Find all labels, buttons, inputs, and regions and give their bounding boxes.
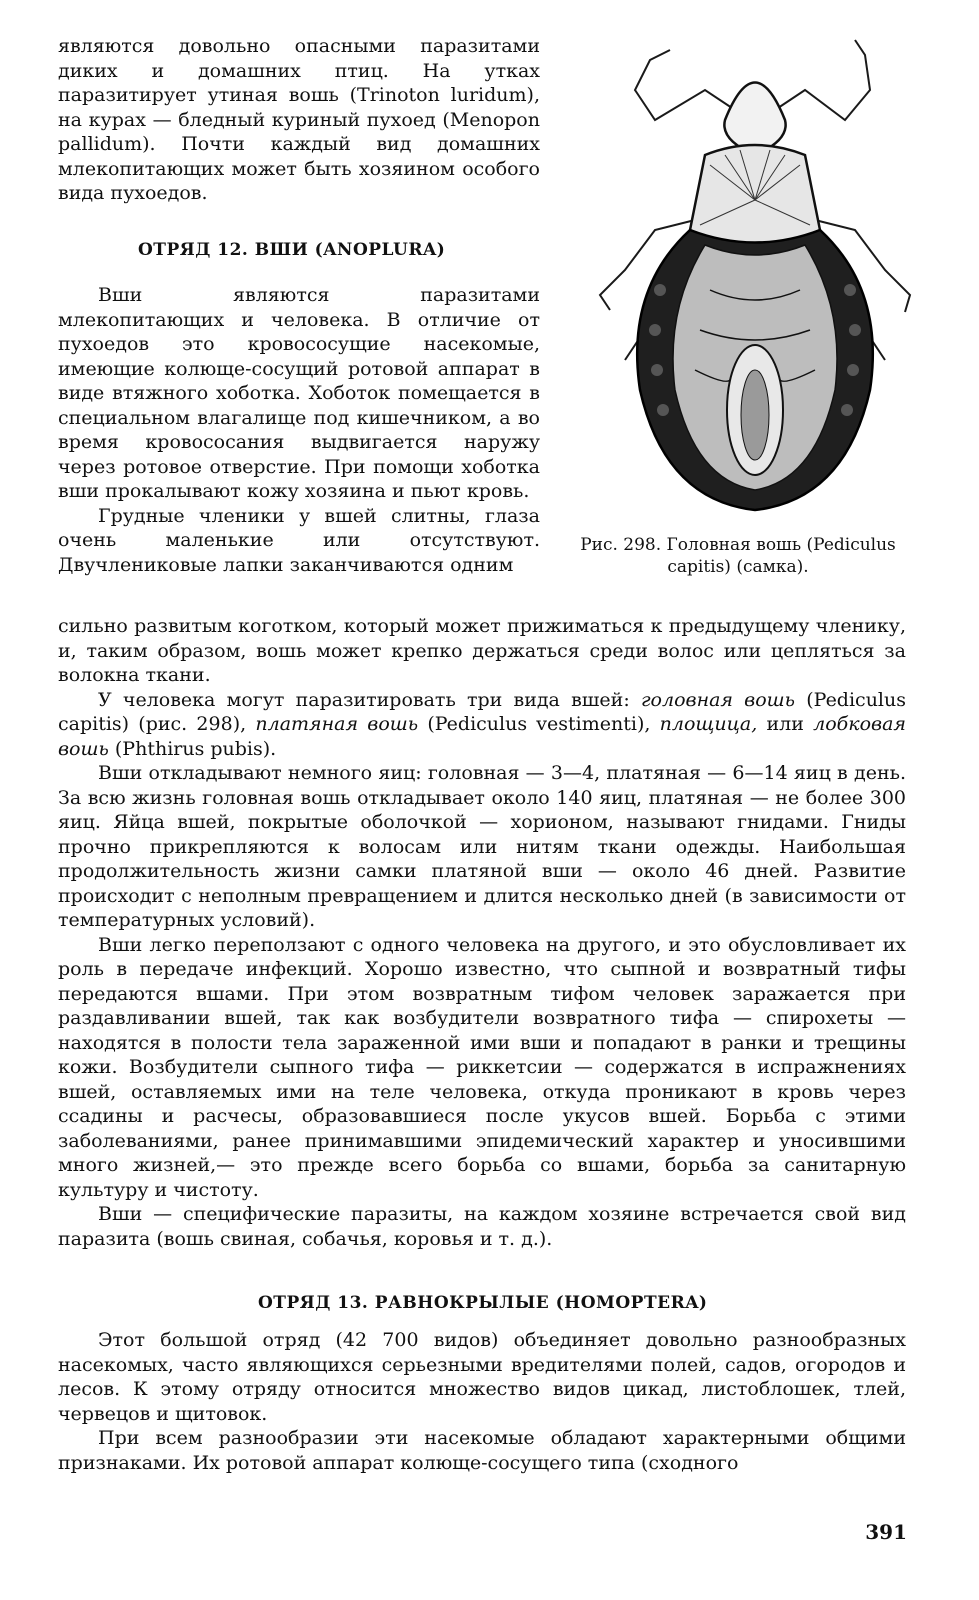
column-lice	[58, 283, 540, 577]
paragraph-eggs: Вши откладывают немного яиц: головная — 3—4, платяная — 6—14 яиц в день. За всю жизнь головная вошь откладывает около 140 яиц, платяная — не более 300 яиц. Яйца вшей, покрытые оболочкой — хорионом, называют гнидами. Гниды прочно прикрепляются к волосам или нитям ткани одежды. Наибольшая продолжительность жизни самки платяной вши — около 46 дней. Развитие происходит с неполным превращением и длится несколько дней (в зависимости от температурных условий).	[58, 762, 906, 931]
louse-thorax	[690, 145, 820, 245]
paragraph-homoptera-intro: Этот большой отряд (42 700 видов) объединяет довольно разнообразных насекомых, часто являющихся серьезными вредителями полей, садов, огородов и лесов. К этому отряду относится множество видов цикад, листоблошек, тлей, червецов и щитовок.	[58, 1329, 906, 1425]
paragraph-homoptera-features: При всем разнообразии эти насекомые обладают характерными общими признаками. Их ротовой аппарат колюще-сосущего типа (сходного	[58, 1427, 906, 1474]
paragraph-lice-intro: Вши являются паразитами млекопитающих и человека. В отличие от пухоедов это кровососущие насекомые, имеющие колюще-сосущий ротовой аппарат в виде втяжного хоботка. Хоботок помещается в специальном влагалище под кишечником, а во время кровососания выдвигается наружу через ротовое отверстие. При помощи хоботка вши прокалывают кожу хозяина и пьют кровь.	[58, 284, 540, 502]
paragraph-infections: Вши легко переползают с одного человека на другого, и это обусловливает их роль в передаче инфекций. Хорошо известно, что сыпной и возвратный тифы передаются вшами. При этом возвратным тифом человек заражается при раздавливании вшей, так как возбудители возвратного тифа — спирохеты — находятся в полости тела зараженной ими вши и попадают в ранки и трещины кожи. Возбудители сыпного тифа — риккетсии — содержатся в испражнениях вшей, оставляемых ими на теле человека, откуда проникают в кровь через ссадины и расчесы, образовавшиеся после укусов вшей. Борьба с этими заболеваниями, ранее принимавшими эпидемический характер и уносившими много жизней,— это прежде всего борьба со вшами, борьба за санитарную культуру и чистоту.	[58, 933, 906, 1201]
paragraph-lice-body-start: Грудные членики у вшей слитны, глаза очень маленькие или отсутствуют. Двучлениковые лапки заканчиваются одним	[58, 504, 540, 576]
page-number: 391	[865, 1520, 907, 1544]
paragraph-lice-body-cont: сильно развитым коготком, который может прижиматься к предыдущему членику, и, таким образом, вошь может крепко держаться среди волос или цепляться за волокна ткани.	[58, 615, 906, 686]
paragraph-intro: являются довольно опасными паразитами диких и домашних птиц. На утках паразитирует утиная вошь (Trinoton luridum), на курах — бледный куриный пухоед (Menopon pallidum). Почти каждый вид домашних млекопитающих может быть хозяином особого вида пухоедов.	[58, 35, 540, 204]
paragraph-specific-parasites: Вши — специфические паразиты, на каждом хозяине встречается свой вид паразита (вошь свиная, собачья, коровья и т. д.).	[58, 1203, 906, 1250]
full-width-body	[58, 614, 906, 1251]
paragraph-human-lice: У человека могут паразитировать три вида вшей: головная вошь (Pediculus capitis) (рис. 298), платяная вошь (Pediculus vestimenti), площица, или лобковая вошь (Phthirus pubis).	[58, 688, 906, 760]
full-width-homoptera	[58, 1328, 906, 1475]
column-top	[58, 34, 540, 206]
section-heading-13: ОТРЯД 13. РАВНОКРЫЛЫЕ (HOMOPTERA)	[258, 1293, 708, 1313]
figure-caption: Рис. 298. Головная вошь (Pediculus capitis) (самка).	[580, 535, 896, 577]
section-heading-12: ОТРЯД 12. ВШИ (ANOPLURA)	[138, 240, 446, 260]
figure-head-louse	[585, 30, 925, 550]
louse-illustration	[585, 30, 925, 520]
